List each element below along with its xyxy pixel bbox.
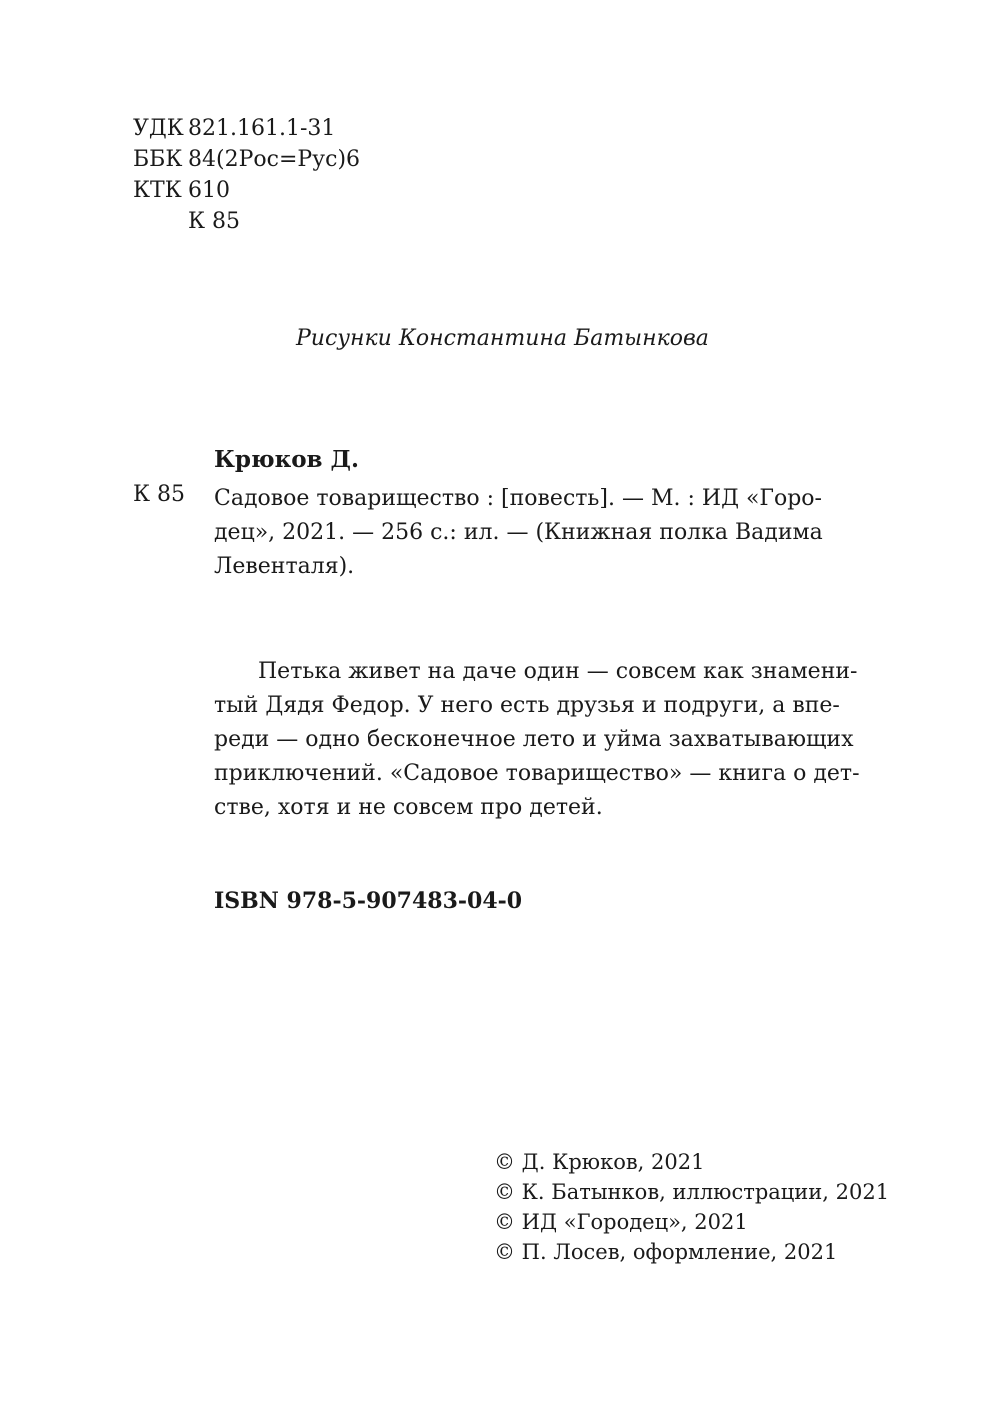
bbk-value: 84(2Рос=Рус)6 xyxy=(188,147,361,172)
annotation-line: приключений. «Садовое товарищество» — книга о дет- xyxy=(214,761,860,786)
biblio-author-mark: К 85 xyxy=(133,482,186,507)
copyright-line: © ИД «Городец», 2021 xyxy=(494,1210,748,1234)
copyright-line: © Д. Крюков, 2021 xyxy=(494,1150,705,1174)
isbn: ISBN 978-5-907483-04-0 xyxy=(214,888,523,914)
annotation-line: реди — одно бесконечное лето и уйма захватывающих xyxy=(214,727,854,752)
bbk-label: ББК xyxy=(133,147,183,172)
biblio-line: Левенталя). xyxy=(214,554,355,579)
biblio-line: дец», 2021. — 256 с.: ил. — (Книжная полка Вадима xyxy=(214,520,823,545)
copyright-line: © К. Батынков, иллюстрации, 2021 xyxy=(494,1180,890,1204)
udk-label: УДК xyxy=(133,116,184,141)
ktk-value: 610 xyxy=(188,178,230,203)
udk-value: 821.161.1-31 xyxy=(188,116,336,141)
classification-block xyxy=(133,113,360,237)
annotation-line: тый Дядя Федор. У него есть друзья и подруги, а впе- xyxy=(214,693,840,718)
bbk-row xyxy=(133,144,360,175)
illustrator-credit: Рисунки Константина Батынкова xyxy=(296,326,709,351)
author-heading: Крюков Д. xyxy=(214,446,359,473)
udk-row xyxy=(133,113,360,144)
annotation-line: Петька живет на даче один — совсем как знамени- xyxy=(258,659,858,684)
bibliographic-description xyxy=(214,482,854,584)
copyright-block xyxy=(494,1147,889,1267)
ktk-label: КТК xyxy=(133,178,182,203)
annotation xyxy=(214,655,860,825)
annotation-line: стве, хотя и не совсем про детей. xyxy=(214,795,603,820)
copyright-line: © П. Лосев, оформление, 2021 xyxy=(494,1240,838,1264)
author-mark-row xyxy=(133,206,360,237)
author-mark: К 85 xyxy=(188,209,241,234)
ktk-row xyxy=(133,175,360,206)
biblio-line: Садовое товарищество : [повесть]. — М. : ИД «Горо- xyxy=(214,486,822,511)
